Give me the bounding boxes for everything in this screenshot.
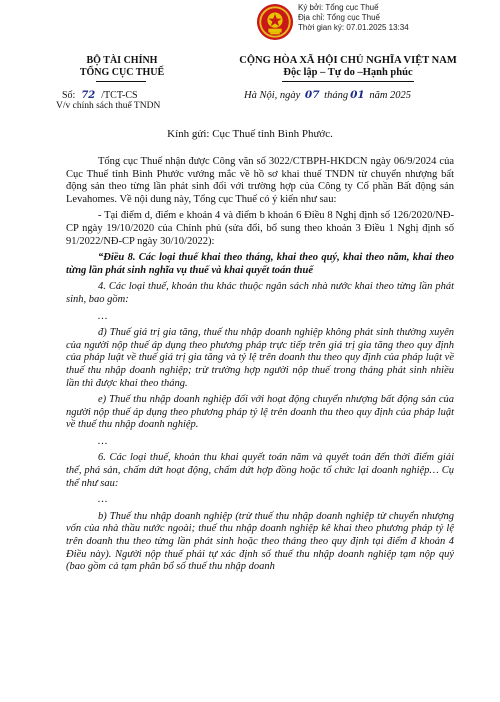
doc-number-handwritten: 72	[81, 90, 96, 101]
point-b: b) Thuế thu nhập doanh nghiệp (trừ thuế thu nhập doanh nghiệp từ chuyển nhượng vốn của nhà thầu nước ngoài; thuế thu nhập doanh nghiệp kê khai theo phương pháp tỷ lệ trên doanh thu theo từng lần phát sinh hoặc theo tháng theo quy định tại điểm đ khoản 4 Điều này). Người nộp thuế phải tự xác định số thuế thu nhập doanh nghiệp tạm nộp quý (bao gồm cả tạm phân bổ số thuế thu nhập doanh	[66, 510, 454, 573]
point-d: đ) Thuế giá trị gia tăng, thuế thu nhập doanh nghiệp không phát sinh thường xuyên của người nộp thuế áp dụng theo phương pháp trực tiếp trên giá trị gia tăng theo quy định của pháp luật về thuế giá trị gia tăng và tỷ lệ trên doanh thu theo quy định của pháp luật về thuế thu nhập doanh nghiệp; trừ trường hợp người nộp thuế trong tháng phát sinh nhiều lần thì được khai theo tháng.	[66, 327, 454, 389]
issuing-organization	[52, 55, 192, 79]
signature-signer: Ký bởi: Tổng cục Thuế	[298, 3, 379, 12]
divider	[96, 81, 146, 82]
department-name: TỔNG CỤC THUẾ	[79, 67, 165, 78]
article-title: “Điều 8. Các loại thuế khai theo tháng, khai theo quý, khai theo năm, khai theo từng lần phát sinh nghĩa vụ thuế và khai quyết toán thuế	[66, 252, 454, 276]
day-handwritten: 07	[304, 89, 320, 101]
place-date	[244, 89, 411, 102]
ministry-name: BỘ TÀI CHÍNH	[86, 55, 158, 66]
ellipsis: …	[98, 494, 108, 506]
recipient: Kính gửi: Cục Thuế tỉnh Bình Phước.	[167, 128, 333, 140]
clause-4: 4. Các loại thuế, khoản thu khác thuộc ngân sách nhà nước khai theo từng lần phát sinh, bao gồm:	[66, 281, 454, 305]
doc-number-suffix: /TCT-CS	[101, 90, 138, 101]
intro-paragraph: Tổng cục Thuế nhận được Công văn số 3022/CTBPH-HKDCN ngày 06/9/2024 của Cục Thuế tỉnh Bình Phước vướng mắc về hồ sơ khai thuế TNDN từ chuyển nhượng bất động sản theo từng lần phát sinh đối với trường hợp của Công ty Cổ phần Bất động sản Levahomes. Về nội dung này, Tổng cục Thuế có ý kiến như sau:	[66, 156, 454, 205]
document-subject: V/v chính sách thuế TNDN	[56, 101, 161, 111]
signature-time: Thời gian ký: 07.01.2025 13:34	[298, 23, 409, 32]
year-label: năm 2025	[369, 90, 412, 101]
document-body	[66, 156, 454, 578]
month-label: tháng	[324, 90, 349, 101]
place-date-prefix: Hà Nội, ngày	[244, 90, 301, 101]
signature-address: Địa chỉ: Tổng cục Thuế	[298, 13, 380, 22]
signature-info	[298, 3, 409, 33]
ellipsis: …	[98, 435, 108, 447]
point-e: e) Thuế thu nhập doanh nghiệp đối với hoạt động chuyển nhượng bất động sản của người nộp thuế áp dụng theo phương pháp tỷ lệ trên doanh thu theo quy định của pháp luật về thuế thu nhập doanh nghiệp.	[66, 394, 454, 431]
country-name: CỘNG HÒA XÃ HỘI CHỦ NGHĨA VIỆT NAM	[239, 55, 457, 66]
clause-6: 6. Các loại thuế, khoản thu khai quyết toán năm và quyết toán đến thời điểm giải thể, phá sản, chấm dứt hoạt động, chấm dứt hợp đồng hoặc tổ chức lại doanh nghiệp… Cụ thể như sau:	[66, 452, 454, 489]
document-number	[62, 90, 138, 101]
national-emblem-icon	[256, 3, 294, 41]
national-motto: Độc lập – Tự do –Hạnh phúc	[283, 67, 413, 78]
divider	[282, 81, 414, 82]
doc-number-prefix: Số:	[62, 90, 76, 101]
digital-signature	[256, 2, 486, 42]
legal-reference: - Tại điểm d, điểm e khoản 4 và điểm b khoản 6 Điều 8 Nghị định số 126/2020/NĐ-CP ngày 19/10/2020 của Chính phủ (sửa đổi, bổ sung theo khoản 3 Điều 1 Nghị định số 91/2022/NĐ-CP ngày 30/10/2022):	[66, 210, 454, 247]
ellipsis: …	[98, 310, 108, 322]
month-handwritten: 01	[350, 89, 365, 101]
national-title	[236, 55, 460, 79]
